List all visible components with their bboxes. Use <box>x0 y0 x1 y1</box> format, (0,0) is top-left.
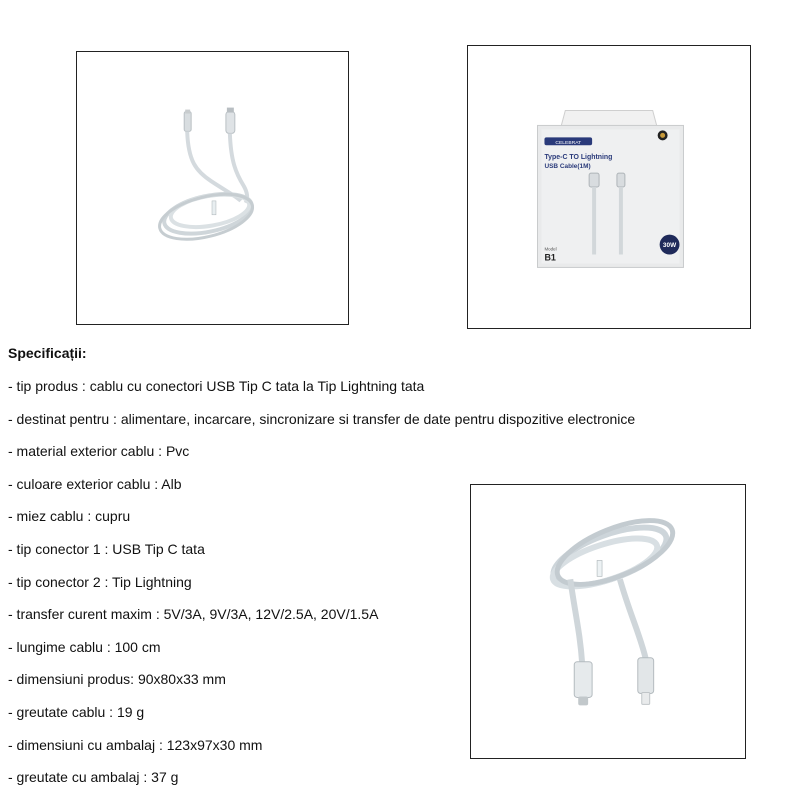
cable-coil-image <box>77 52 348 324</box>
spec-item: - tip conector 2 : Tip Lightning <box>8 573 192 590</box>
spec-item: - transfer curent maxim : 5V/3A, 9V/3A, 12V/2.5A, 20V/1.5A <box>8 606 379 623</box>
spec-item: - miez cablu : cupru <box>8 508 131 525</box>
spec-item: - greutate cablu : 19 g <box>8 703 145 720</box>
lightning-connector <box>184 112 191 132</box>
specs-heading: Specificații: <box>8 345 87 361</box>
usb-c-connector <box>226 112 235 134</box>
model-label: B1 <box>544 252 556 263</box>
package-photo <box>467 45 751 329</box>
hang-tab <box>561 111 656 126</box>
spec-item: - culoare exterior cablu : Alb <box>8 475 182 492</box>
cable-connectors-image <box>471 485 745 758</box>
spec-item: - lungime cablu : 100 cm <box>8 638 161 655</box>
model-caption: Model <box>544 246 557 252</box>
package-title-line1: Type-C TO Lightning <box>544 154 613 162</box>
spec-item: - material exterior cablu : Pvc <box>8 443 190 460</box>
spec-item: - destinat pentru : alimentare, incarcare, sincronizare si transfer de date pentru dispozitive electronice <box>8 410 636 427</box>
usb-c-connector <box>574 662 592 698</box>
cable-photo-top <box>76 51 349 325</box>
package-image <box>468 46 750 328</box>
spec-item: - dimensiuni produs: 90x80x33 mm <box>8 671 226 688</box>
spec-item: - tip produs : cablu cu conectori USB Tip C tata la Tip Lightning tata <box>8 378 425 394</box>
spec-item: - dimensiuni cu ambalaj : 123x97x30 mm <box>8 736 263 753</box>
spec-item: - greutate cu ambalaj : 37 g <box>8 769 179 786</box>
brand-label: CELEBRAT <box>555 140 582 146</box>
lightning-connector <box>638 658 654 694</box>
package-title-line2: USB Cable(1M) <box>544 163 591 171</box>
spec-item: - tip conector 1 : USB Tip C tata <box>8 540 205 557</box>
cable-photo-bottom <box>470 484 746 759</box>
power-badge-label: 30W <box>662 242 677 250</box>
